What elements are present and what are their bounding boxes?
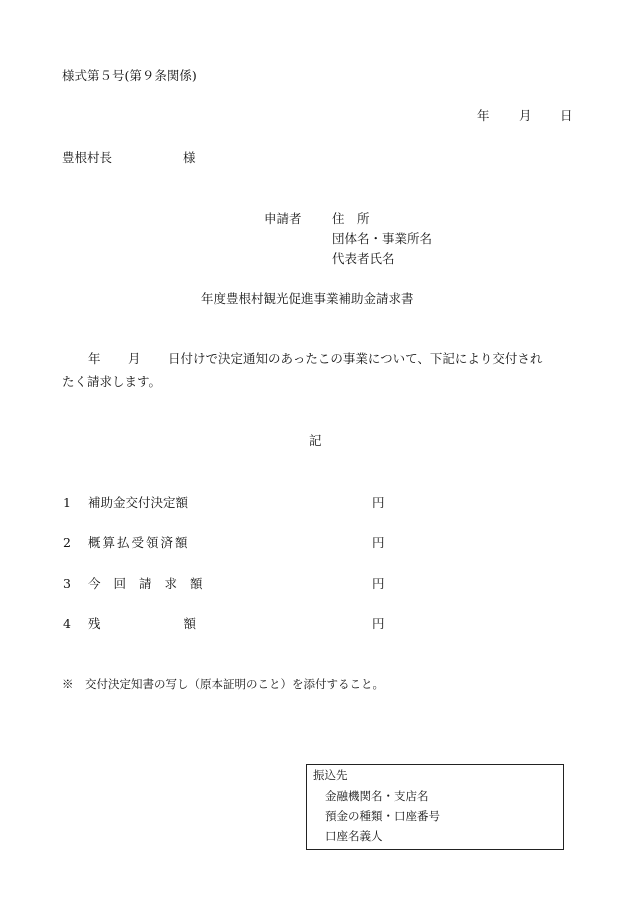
body-line1: 日付けで決定通知のあったこの事業について、下記により交付され [168,351,543,366]
body-year: 年 [88,351,101,366]
item-3-number: 3 [63,576,71,591]
bank-box-line2: 預金の種類・口座番号 [325,809,440,823]
item-1-number: 1 [63,495,71,510]
item-1-unit: 円 [372,495,385,510]
applicant-org-label: 団体名・事業所名 [332,231,433,246]
item-4-label: 残額 [88,616,280,631]
ki-heading: 記 [309,433,322,448]
body-month: 月 [128,351,141,366]
date-year: 年 [477,108,490,123]
item-2-number: 2 [63,535,71,550]
bank-box-line3: 口座名義人 [325,829,383,843]
body-line2: たく請求します。 [62,374,162,389]
item-2-label: 概算払受領済額 [88,535,190,550]
date-month: 月 [519,108,532,123]
applicant-rep-label: 代表者氏名 [332,251,395,266]
item-1-label: 補助金交付決定額 [88,495,189,510]
attachment-note: ※ 交付決定知書の写し（原本証明のこと）を添付すること。 [62,677,384,691]
item-3-label: 今回請求額 [88,576,216,591]
date-day: 日 [560,108,573,123]
item-3-unit: 円 [372,576,385,591]
item-4-number: 4 [63,616,71,631]
applicant-heading: 申請者 [264,211,302,226]
bank-box-heading: 振込先 [313,768,348,782]
bank-box-line1: 金融機関名・支店名 [325,789,429,803]
item-2-unit: 円 [372,535,385,550]
form-label: 様式第５号(第９条関係) [62,68,197,83]
applicant-address-label: 住 所 [332,211,370,226]
addressee-honorific: 様 [183,150,196,165]
addressee-name: 豊根村長 [62,150,113,165]
item-4-unit: 円 [372,616,385,631]
document-title: 年度豊根村観光促進事業補助金請求書 [201,291,414,306]
